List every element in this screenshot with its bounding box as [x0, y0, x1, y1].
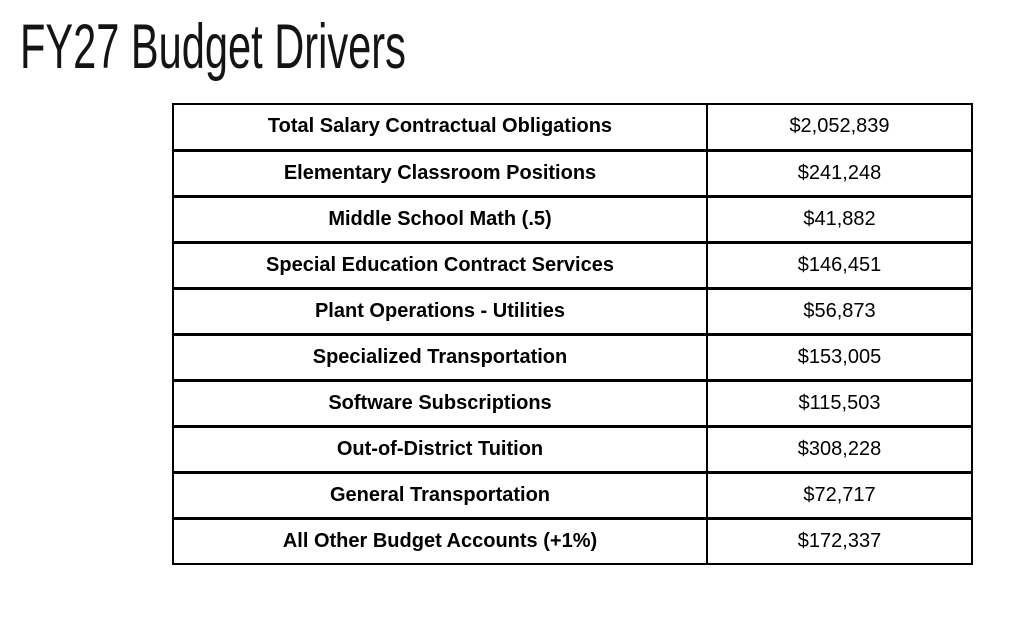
row-value: $115,503 [707, 380, 972, 426]
table-row [173, 380, 972, 426]
row-label: Software Subscriptions [173, 380, 707, 426]
table-row [173, 242, 972, 288]
table-row [173, 334, 972, 380]
row-label: Plant Operations - Utilities [173, 288, 707, 334]
table-row [173, 518, 972, 564]
row-value: $56,873 [707, 288, 972, 334]
table-row [173, 196, 972, 242]
table-row [173, 104, 972, 150]
row-value: $241,248 [707, 150, 972, 196]
page-title: FY27 Budget Drivers [20, 12, 406, 82]
row-label: General Transportation [173, 472, 707, 518]
row-value: $41,882 [707, 196, 972, 242]
row-value: $172,337 [707, 518, 972, 564]
row-value: $72,717 [707, 472, 972, 518]
row-label: Middle School Math (.5) [173, 196, 707, 242]
row-label: Elementary Classroom Positions [173, 150, 707, 196]
table-row [173, 472, 972, 518]
table-row [173, 288, 972, 334]
row-value: $146,451 [707, 242, 972, 288]
budget-table [172, 103, 973, 565]
row-label: All Other Budget Accounts (+1%) [173, 518, 707, 564]
row-value: $153,005 [707, 334, 972, 380]
row-label: Total Salary Contractual Obligations [173, 104, 707, 150]
row-label: Special Education Contract Services [173, 242, 707, 288]
row-label: Specialized Transportation [173, 334, 707, 380]
row-value: $308,228 [707, 426, 972, 472]
table-row [173, 150, 972, 196]
row-label: Out-of-District Tuition [173, 426, 707, 472]
table-row [173, 426, 972, 472]
row-value: $2,052,839 [707, 104, 972, 150]
